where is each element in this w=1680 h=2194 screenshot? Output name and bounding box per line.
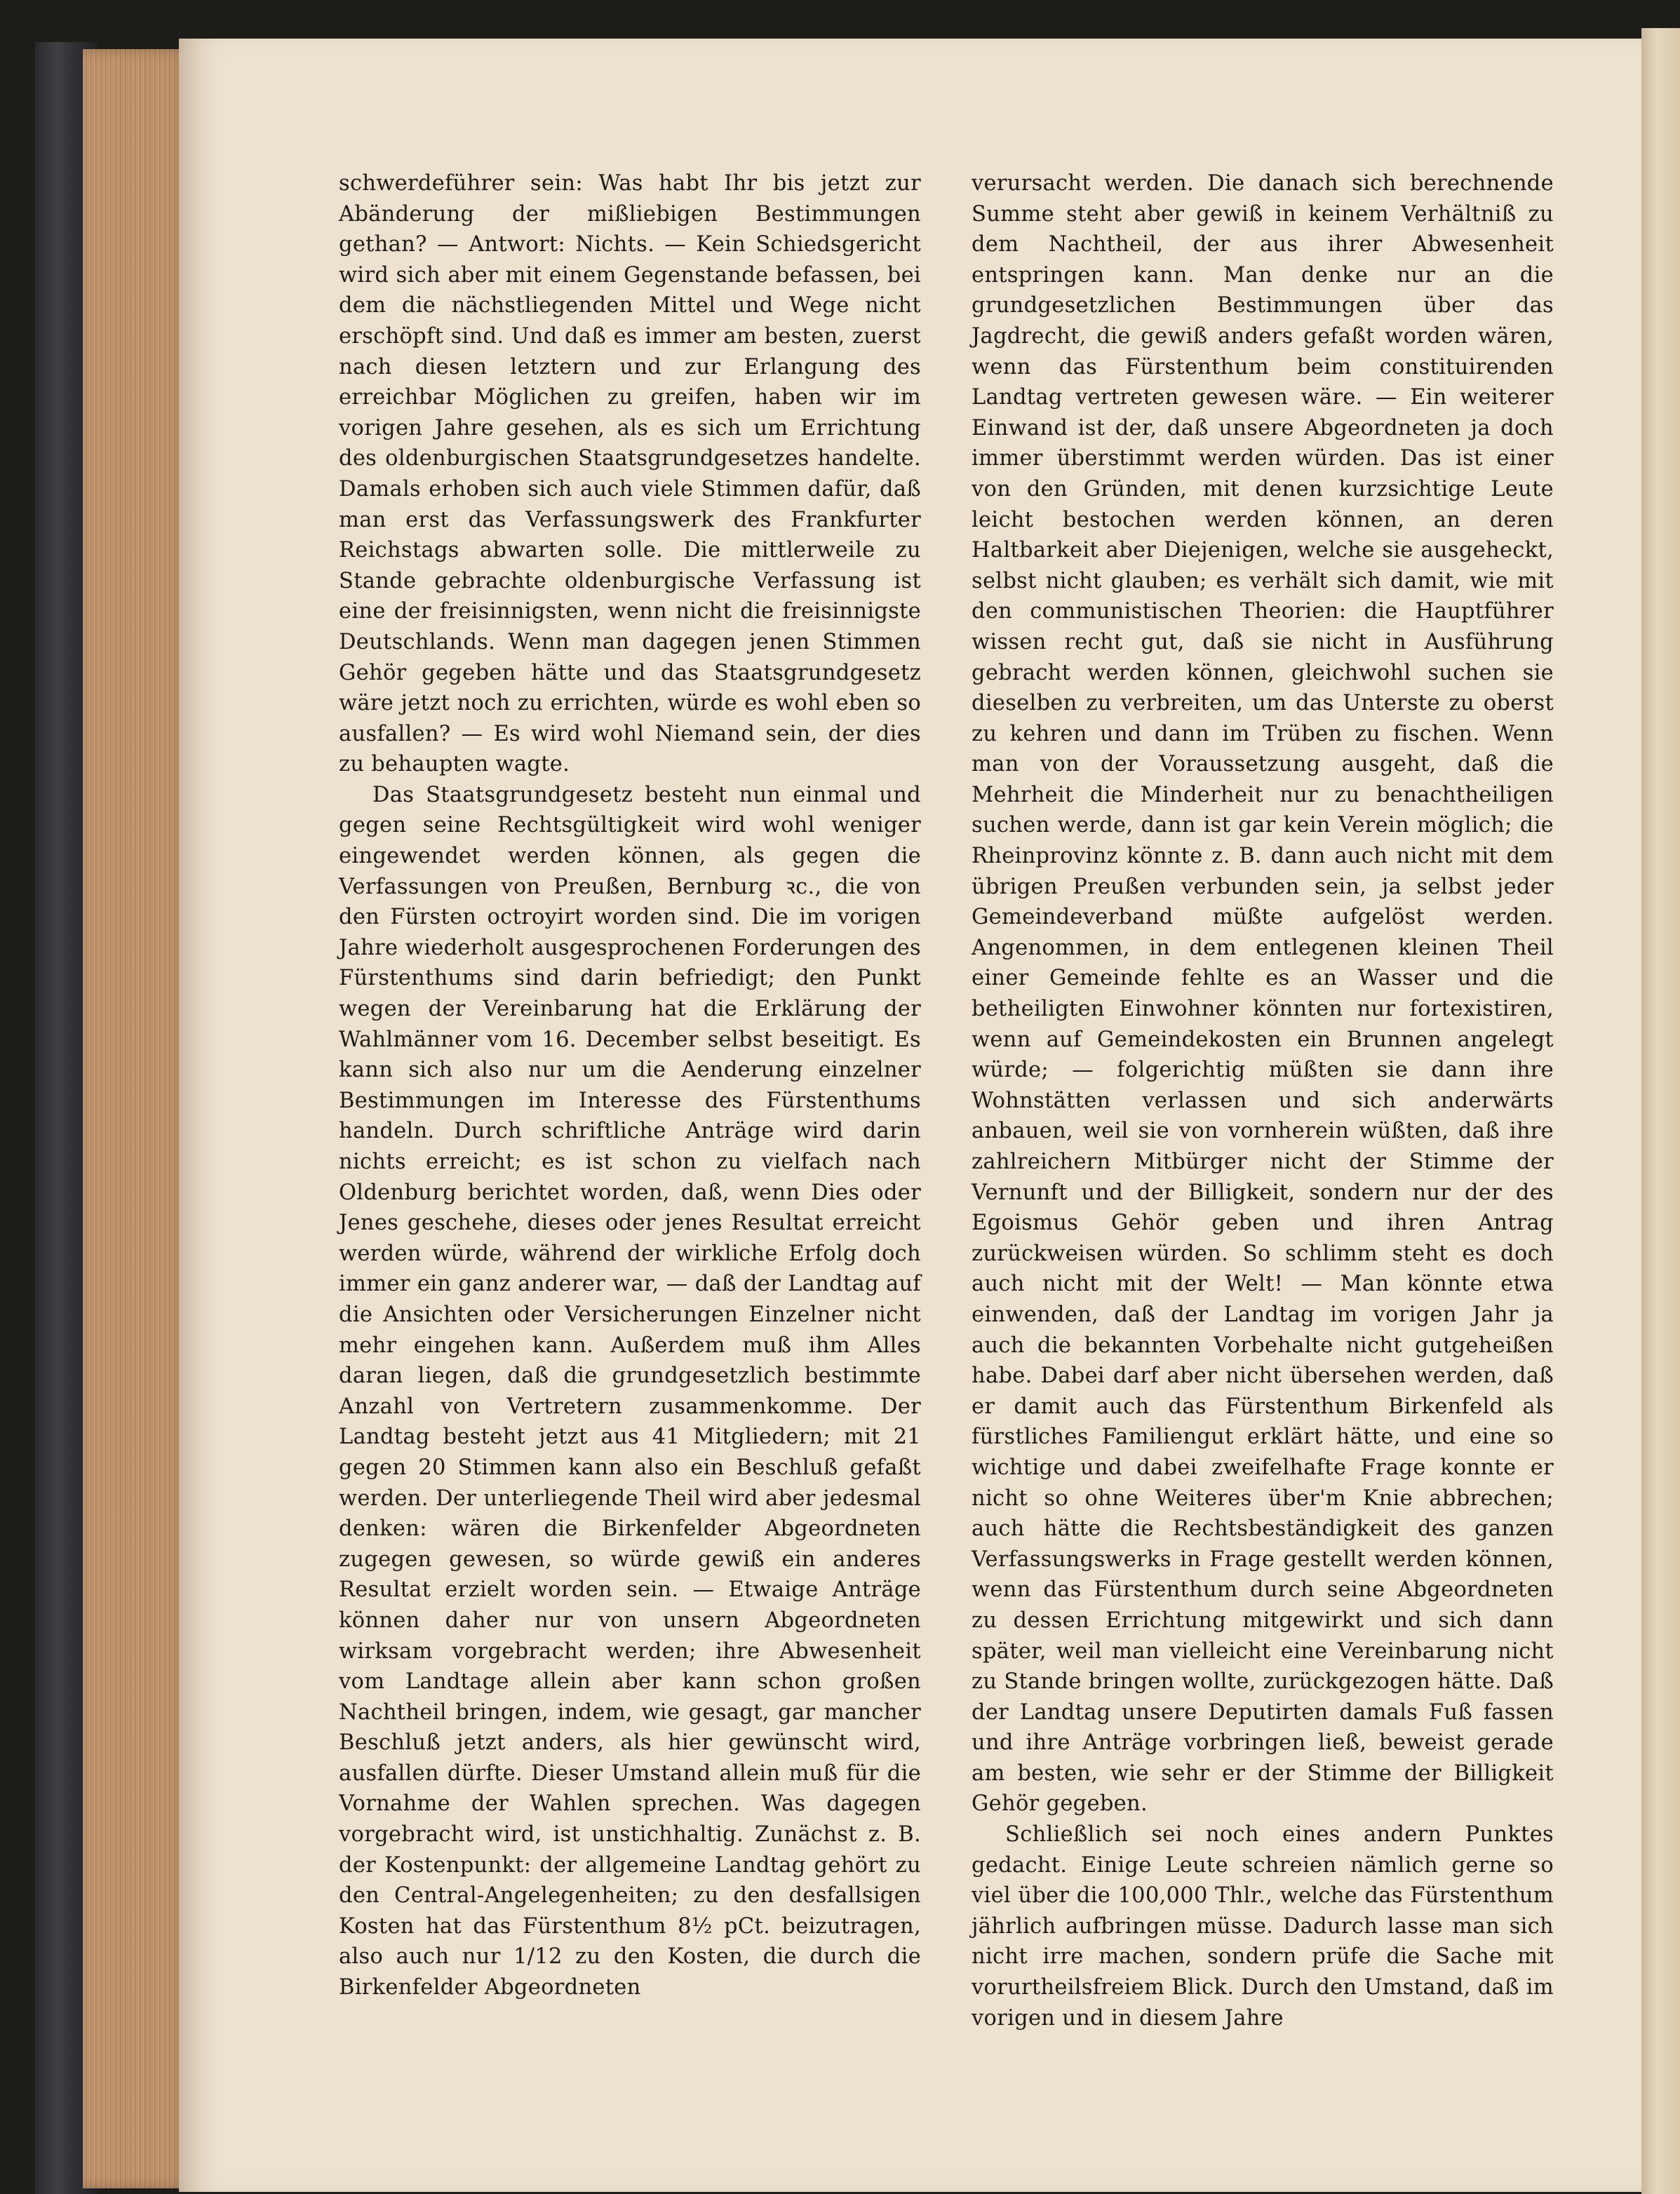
facing-page-edge bbox=[1641, 28, 1680, 2194]
page-edges bbox=[83, 49, 188, 2188]
right-text-column bbox=[972, 168, 1554, 2033]
paragraph: verursacht werden. Die danach sich berechnende Summe steht aber gewiß in keinem Verhältniß zu dem Nachtheil, der aus ihrer Abwesenheit entspringen kann. Man denke nur an die grundgesetzlichen Bestimmungen über das Jagdrecht, die gewiß anders gefaßt worden wären, wenn das Fürstenthum beim constituirenden Landtag vertreten gewesen wäre. — Ein weiterer Einwand ist der, daß unsere Abgeordneten ja doch immer überstimmt werden würden. Das ist einer von den Gründen, mit denen kurzsichtige Leute leicht bestochen werden können, an deren Haltbarkeit aber Diejenigen, welche sie ausgeheckt, selbst nicht glauben; es verhält sich damit, wie mit den communistischen Theorien: die Hauptführer wissen recht gut, daß sie nicht in Ausführung gebracht werden können, gleichwohl suchen sie dieselben zu verbreiten, um das Unterste zu oberst zu kehren und dann im Trüben zu fischen. Wenn man von der Voraussetzung ausgeht, daß die Mehrheit die Minderheit nur zu benachtheiligen suchen werde, dann ist gar kein Verein möglich; die Rheinprovinz könnte z. B. dann auch nicht mit dem übrigen Preußen verbunden sein, ja selbst jeder Gemeindeverband müßte aufgelöst werden. Angenommen, in dem entlegenen kleinen Theil einer Gemeinde fehlte es an Wasser und die betheiligten Einwohner könnten nur fortexistiren, wenn auf Gemeindekosten ein Brunnen angelegt würde; — folgerichtig müßten sie dann ihre Wohnstätten verlassen und sich anderwärts anbauen, weil sie von vornherein wüßten, daß ihre zahlreichern Mitbürger nicht der Stimme der Vernunft und der Billigkeit, sondern nur der des Egoismus Gehör geben und ihren Antrag zurückweisen würden. So schlimm steht es doch auch nicht mit der Welt! — Man könnte etwa einwenden, daß der Landtag im vorigen Jahr ja auch die bekannten Vorbehalte nicht gutgeheißen habe. Dabei darf aber nicht übersehen werden, daß er damit auch das Fürstenthum Birkenfeld als fürstliches Familiengut erklärt hätte, und eine so wichtige und dabei zweifelhafte Frage konnte er nicht so ohne Weiteres über'm Knie abbrechen; auch hätte die Rechtsbeständigkeit des ganzen Verfassungswerks in Frage gestellt werden können, wenn das Fürstenthum durch seine Abgeordneten zu dessen Errichtung mitgewirkt und sich dann später, weil man vielleicht eine Vereinbarung nicht zu Stande bringen wollte, zurückgezogen hätte. Daß der Landtag unsere Deputirten damals Fuß fassen und ihre Anträge vorbringen ließ, beweist gerade am besten, wie sehr er der Stimme der Billigkeit Gehör gegeben. bbox=[972, 171, 1554, 1817]
left-text-column bbox=[339, 168, 921, 2003]
paragraph: schwerdeführer sein: Was habt Ihr bis jetzt zur Abänderung der mißliebigen Bestimmungen gethan? — Antwort: Nichts. — Kein Schiedsgericht wird sich aber mit einem Gegenstande befassen, bei dem die nächstliegenden Mittel und Wege nicht erschöpft sind. Und daß es immer am besten, zuerst nach diesen letztern und zur Erlangung des erreichbar Möglichen zu greifen, haben wir im vorigen Jahre gesehen, als es sich um Errichtung des oldenburgischen Staatsgrundgesetzes handelte. Damals erhoben sich auch viele Stimmen dafür, daß man erst das Verfassungswerk des Frankfurter Reichstags abwarten solle. Die mittlerweile zu Stande gebrachte oldenburgische Verfassung ist eine der freisinnigsten, wenn nicht die freisinnigste Deutschlands. Wenn man dagegen jenen Stimmen Gehör gegeben hätte und das Staatsgrundgesetz wäre jetzt noch zu errichten, würde es wohl eben so ausfallen? — Es wird wohl Niemand sein, der dies zu behaupten wagte. bbox=[339, 171, 921, 777]
paragraph: Das Staatsgrundgesetz besteht nun einmal und gegen seine Rechtsgültigkeit wird wohl weniger eingewendet werden können, als gegen die Verfassungen von Preußen, Bernburg ꝛc., die von den Fürsten octroyirt worden sind. Die im vorigen Jahre wiederholt ausgesprochenen Forderungen des Fürstenthums sind darin befriedigt; den Punkt wegen der Vereinbarung hat die Erklärung der Wahlmänner vom 16. December selbst beseitigt. Es kann sich also nur um die Aenderung einzelner Bestimmungen im Interesse des Fürstenthums handeln. Durch schriftliche Anträge wird darin nichts erreicht; es ist schon zu vielfach nach Oldenburg berichtet worden, daß, wenn Dies oder Jenes geschehe, dieses oder jenes Resultat erreicht werden würde, während der wirkliche Erfolg doch immer ein ganz anderer war, — daß der Landtag auf die Ansichten oder Versicherungen Einzelner nicht mehr eingehen kann. Außerdem muß ihm Alles daran liegen, daß die grundgesetzlich bestimmte Anzahl von Vertretern zusammenkomme. Der Landtag besteht jetzt aus 41 Mitgliedern; mit 21 gegen 20 Stimmen kann also ein Beschluß gefaßt werden. Der unterliegende Theil wird aber jedesmal denken: wären die Birkenfelder Abgeordneten zugegen gewesen, so würde gewiß ein anderes Resultat erzielt worden sein. — Etwaige Anträge können daher nur von unsern Abgeordneten wirksam vorgebracht werden; ihre Abwesenheit vom Landtage allein aber kann schon großen Nachtheil bringen, indem, wie gesagt, gar mancher Beschluß jetzt anders, als hier gewünscht wird, ausfallen dürfte. Dieser Umstand allein muß für die Vornahme der Wahlen sprechen. Was dagegen vorgebracht wird, ist unstichhaltig. Zunächst z. B. der Kostenpunkt: der allgemeine Landtag gehört zu den Central-Angelegenheiten; zu den desfallsigen Kosten hat das Fürstenthum 8½ pCt. beizutragen, also auch nur 1/12 zu den Kosten, die durch die Birkenfelder Abgeordneten bbox=[339, 782, 921, 2000]
paragraph: Schließlich sei noch eines andern Punktes gedacht. Einige Leute schreien nämlich gerne so viel über die 100,000 Thlr., welche das Fürstenthum jährlich aufbringen müsse. Dadurch lasse man sich nicht irre machen, sondern prüfe die Sache mit vorurtheilsfreiem Blick. Durch den Umstand, daß im vorigen und in diesem Jahre bbox=[972, 1822, 1554, 2031]
